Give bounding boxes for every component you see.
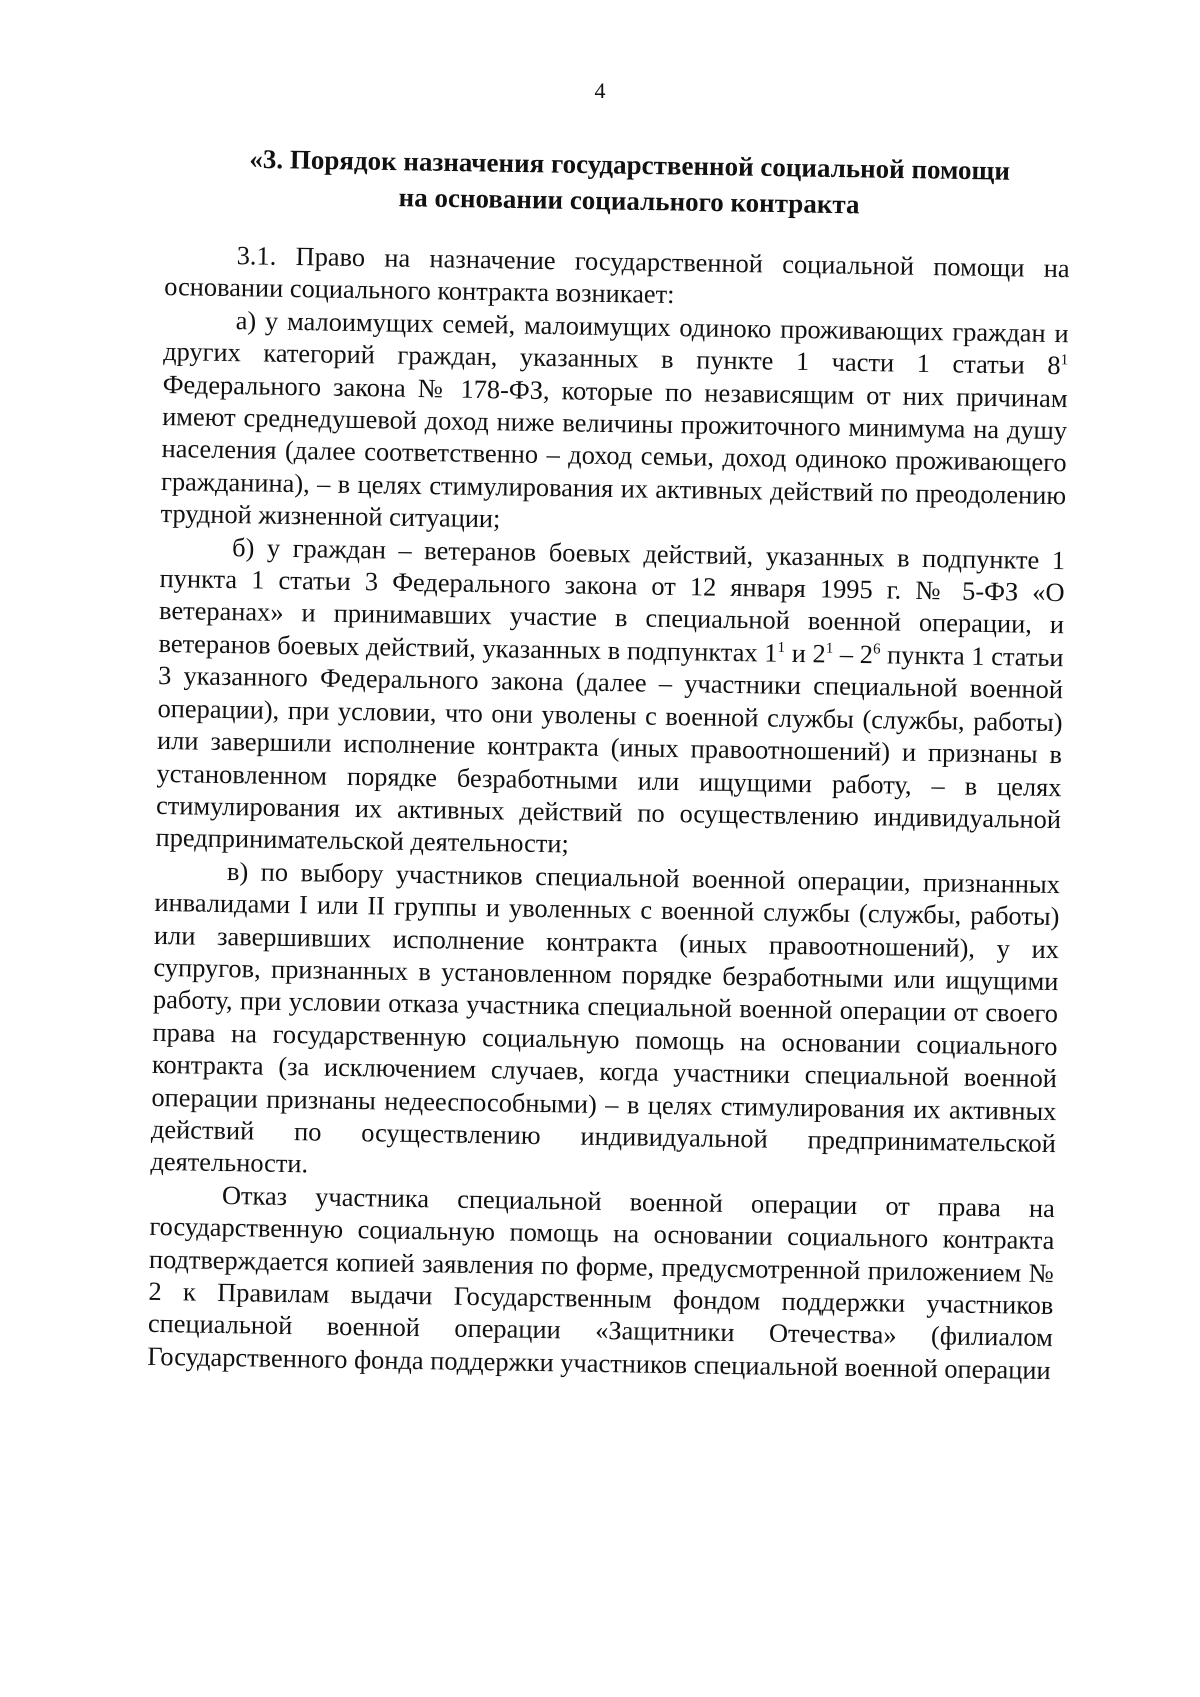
page-number: 4 [594, 78, 606, 103]
paragraph-a-text-1: а) у малоимущих семей, малоимущих одиноко проживающих граждан и других категорий граждан, указанных в пункте 1 части 1 статьи 8 [162, 304, 1069, 381]
paragraph-refusal: Отказ участника специальной военной операции от права на государственную социальную помощь на основании социального контракта подтверждается копией заявления по форме, предусмотренной приложением № 2 к Правилам выдачи Государственным фондом поддержки участников специальной военной операции «Защитники Отечества» (филиалом Государственного фонда поддержки участников специальной военной операции [147, 1179, 1056, 1385]
paragraph-v: в) по выбору участников специальной военной операции, признанных инвалидами I или II группы и уволенных с военной службы (службы, работы) или завершивших исполнение контракта (иных правоотношений), у их супругов, признанных в установленном порядке безработными или ищущими работу, при условии отказа участника специальной военной операции от своего права на государственную социальную помощь на основании социального контракта (за исключением случаев, когда участники специальной военной операции признаны недееспособными) – в целях стимулирования их активных действий по осуществлению индивидуальной предпринимательской деятельности. [150, 855, 1061, 1179]
paragraph-b-text-2: и 2 [784, 637, 826, 669]
paragraph-b-text-4: пункта 1 статьи 3 указанного Федерального закона (далее – участники специальной военной операции), при условии, что они уволены с военной службы (службы, работы) или завершили исполнение контракта (иных правоотношений) и признаны в установленном порядке безработными или ищущими работу, – в целях стимулирования их активных действий по осуществлению индивидуальной предпринимательской деятельности; [155, 639, 1064, 859]
superscript: 1 [1060, 352, 1069, 369]
paragraph-a-text-2: Федерального закона № 178-ФЗ, которые по независящим от них причинам имеют среднедушевой доход ниже величины прожиточного минимума на душу населения (далее соответственно – доход семьи, доход одиноко проживающего гражданина), – в целях стимулирования их активных действий по преодолению трудной жизненной ситуации; [160, 368, 1068, 534]
superscript: 1 [777, 639, 786, 656]
section-heading-line-1: «3. Порядок назначения государственной социальной помощи [249, 143, 1011, 186]
body-text [147, 238, 1070, 1386]
paragraph-b [155, 530, 1065, 868]
section-heading [199, 140, 1060, 225]
paragraph-3-1: 3.1. Право на назначение государственной социальной помощи на основании социального контракта возникает: [164, 240, 1070, 310]
paragraph-b-text-3: – 2 [832, 638, 874, 670]
superscript: 1 [825, 640, 834, 657]
superscript: 6 [872, 641, 881, 658]
paragraph-a [160, 303, 1068, 544]
section-heading-line-2: на основании социального контракта [398, 182, 860, 220]
paragraph-b-text-1: б) у граждан – ветеранов боевых действий, указанных в подпункте 1 пункта 1 статьи 3 Федерального закона от 12 января 1995 г. № 5-ФЗ «О ветеранах» и принимавших участие в специальной военной операции, и ветеранов боевых действий, указанных в подпунктах 1 [158, 531, 1066, 668]
